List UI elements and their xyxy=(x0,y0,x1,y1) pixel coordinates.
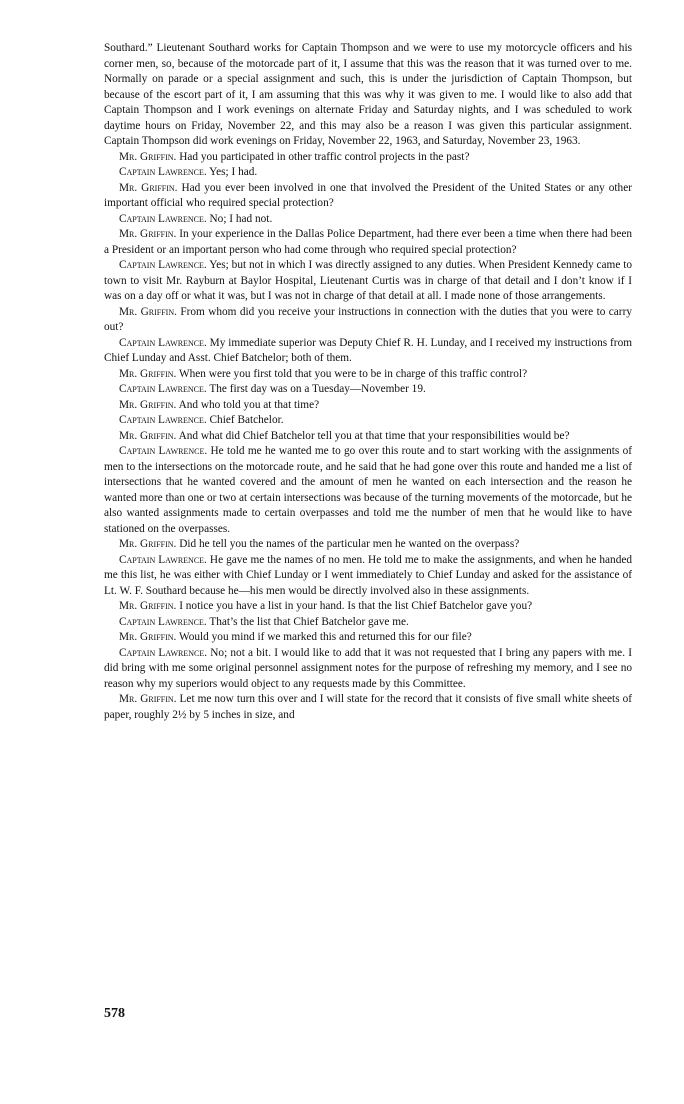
speaker-name: Mr. Griffin. xyxy=(119,538,177,550)
testimony-paragraph xyxy=(104,599,632,615)
speech-text: My immediate superior was Deputy Chief R. H. Lunday, and I received my instructions from Chief Lunday and Asst. Chief Batchelor; both of them. xyxy=(104,336,632,364)
speech-text: No; I had not. xyxy=(209,212,273,225)
testimony-body xyxy=(104,150,632,724)
speech-text: He told me he wanted me to go over this route and to start working with the assignments of men to the intersections on the motorcade route, and he said that he had gone over this route and handed me a list of intersections that he wanted covered and the amount of men he wanted on each intersection and the reason he wanted more than one or two at certain intersections was because of the turning movements of the motorcade, but he also wanted assignments made to certain overpasses and told me the number of men that he would like to have stationed on the overpasses. xyxy=(104,445,633,535)
testimony-paragraph xyxy=(104,630,632,646)
speaker-name: Mr. Griffin. xyxy=(119,367,177,380)
testimony-paragraph xyxy=(104,336,632,367)
testimony-paragraph xyxy=(104,413,632,429)
speaker-name: Captain Lawrence. xyxy=(119,615,207,628)
speech-text: No; not a bit. I would like to add that it was not requested that I bring any papers with me. I did bring with me some original personnel assignment notes for the purpose of refreshing my memory, and I see no reason why my superiors would object to any requests made by this Committee. xyxy=(104,646,632,690)
speaker-name: Mr. Griffin. xyxy=(119,181,178,194)
testimony-paragraph xyxy=(104,181,632,212)
speech-text: Yes; I had. xyxy=(209,166,258,178)
testimony-paragraph xyxy=(104,429,632,445)
testimony-paragraph xyxy=(104,227,632,258)
testimony-paragraph xyxy=(104,258,632,305)
speaker-name: Captain Lawrence. xyxy=(119,259,207,271)
speaker-name: Mr. Griffin. xyxy=(119,228,177,240)
speech-text: From whom did you receive your instructions in connection with the duties that you were to carry out? xyxy=(104,305,632,333)
speech-text: When were you first told that you were to be in charge of this traffic control? xyxy=(178,367,528,380)
testimony-paragraph xyxy=(104,553,632,600)
speaker-name: Captain Lawrence. xyxy=(119,383,207,395)
speech-text: Chief Batchelor. xyxy=(209,414,284,426)
speech-text: The first day was on a Tuesday—November 19. xyxy=(209,383,426,395)
speech-text: Did he tell you the names of the particular men he wanted on the overpass? xyxy=(179,538,520,550)
speaker-name: Captain Lawrence. xyxy=(119,414,207,426)
testimony-paragraph xyxy=(104,398,632,414)
speech-text: Let me now turn this over and I will state for the record that it consists of five small white sheets of paper, roughly 2½ by 5 inches in size, and xyxy=(104,693,632,721)
speaker-name: Mr. Griffin. xyxy=(119,693,177,705)
document-page xyxy=(104,41,632,723)
speech-text: Yes; but not in which I was directly assigned to any duties. When President Kennedy came to town to visit Mr. Rayburn at Baylor Hospital, Lieutenant Curtis was in charge of that detail and I don’t know if I was on a day off or what it was, but I was not in charge of that detail at all. I made none of those arrangements. xyxy=(104,259,633,302)
speaker-name: Mr. Griffin. xyxy=(119,429,177,442)
speaker-name: Mr. Griffin. xyxy=(119,631,177,643)
testimony-paragraph xyxy=(104,444,632,537)
speech-text: Would you mind if we marked this and returned this for our file? xyxy=(178,631,472,643)
testimony-paragraph xyxy=(104,150,632,166)
speaker-name: Captain Lawrence. xyxy=(119,166,207,178)
speaker-name: Captain Lawrence. xyxy=(119,336,207,349)
speaker-name: Mr. Griffin. xyxy=(119,150,177,163)
speech-text: Had you ever been involved in one that involved the President of the United States or any other important official who required special protection? xyxy=(104,181,632,209)
speaker-name: Mr. Griffin. xyxy=(119,305,177,318)
speech-text: And who told you at that time? xyxy=(178,398,320,411)
speaker-name: Captain Lawrence. xyxy=(119,646,208,659)
speaker-name: Captain Lawrence. xyxy=(119,445,208,457)
testimony-paragraph xyxy=(104,537,632,553)
testimony-paragraph xyxy=(104,212,632,228)
speaker-name: Mr. Griffin. xyxy=(119,600,177,612)
speaker-name: Captain Lawrence. xyxy=(119,212,207,225)
speech-text: I notice you have a list in your hand. Is that the list Chief Batchelor gave you? xyxy=(179,600,533,612)
testimony-paragraph xyxy=(104,165,632,181)
speech-text: He gave me the names of no men. He told me to make the assignments, and when he handed me this list, he was either with Chief Lunday or I went immediately to Chief Lunday and asked for the assistance of Lt. W. F. Southard because he—his men would be directly involved also in these assignments. xyxy=(104,553,632,597)
speech-text: In your experience in the Dallas Police Department, had there ever been a time when there had been a President or an important person who had come through who required special protection? xyxy=(104,228,633,256)
speaker-name: Mr. Griffin. xyxy=(119,398,177,411)
page-number: 578 xyxy=(104,1006,125,1021)
testimony-paragraph xyxy=(104,615,632,631)
testimony-paragraph xyxy=(104,305,632,336)
testimony-paragraph xyxy=(104,367,632,383)
speaker-name: Captain Lawrence. xyxy=(119,553,207,566)
continued-paragraph: Southard.” Lieutenant Southard works for Captain Thompson and we were to use my motorcycle officers and his corner men, so, because of the motorcade part of it, I assume that this was the reason that it was turned over to me. Normally on parade or a special assignment and such, this is under the jurisdiction of Captain Thompson, but because of the escort part of it, I am assuming that this was why it was given to me. I would like to also add that Captain Thompson and I work evenings on alternate Friday and Saturday nights, and I was scheduled to work daytime hours on Friday, November 22, and this may also be a reason I was given this particular assignment. Captain Thompson did work evenings on Friday, November 22, 1963, and Saturday, November 23, 1963. xyxy=(104,42,632,147)
speech-text: Had you participated in other traffic control projects in the past? xyxy=(179,150,470,163)
testimony-paragraph xyxy=(104,382,632,398)
speech-text: And what did Chief Batchelor tell you at that time that your responsibilities would be? xyxy=(178,429,570,442)
testimony-paragraph xyxy=(104,692,632,723)
speech-text: That’s the list that Chief Batchelor gave me. xyxy=(209,615,409,628)
testimony-paragraph xyxy=(104,646,632,693)
